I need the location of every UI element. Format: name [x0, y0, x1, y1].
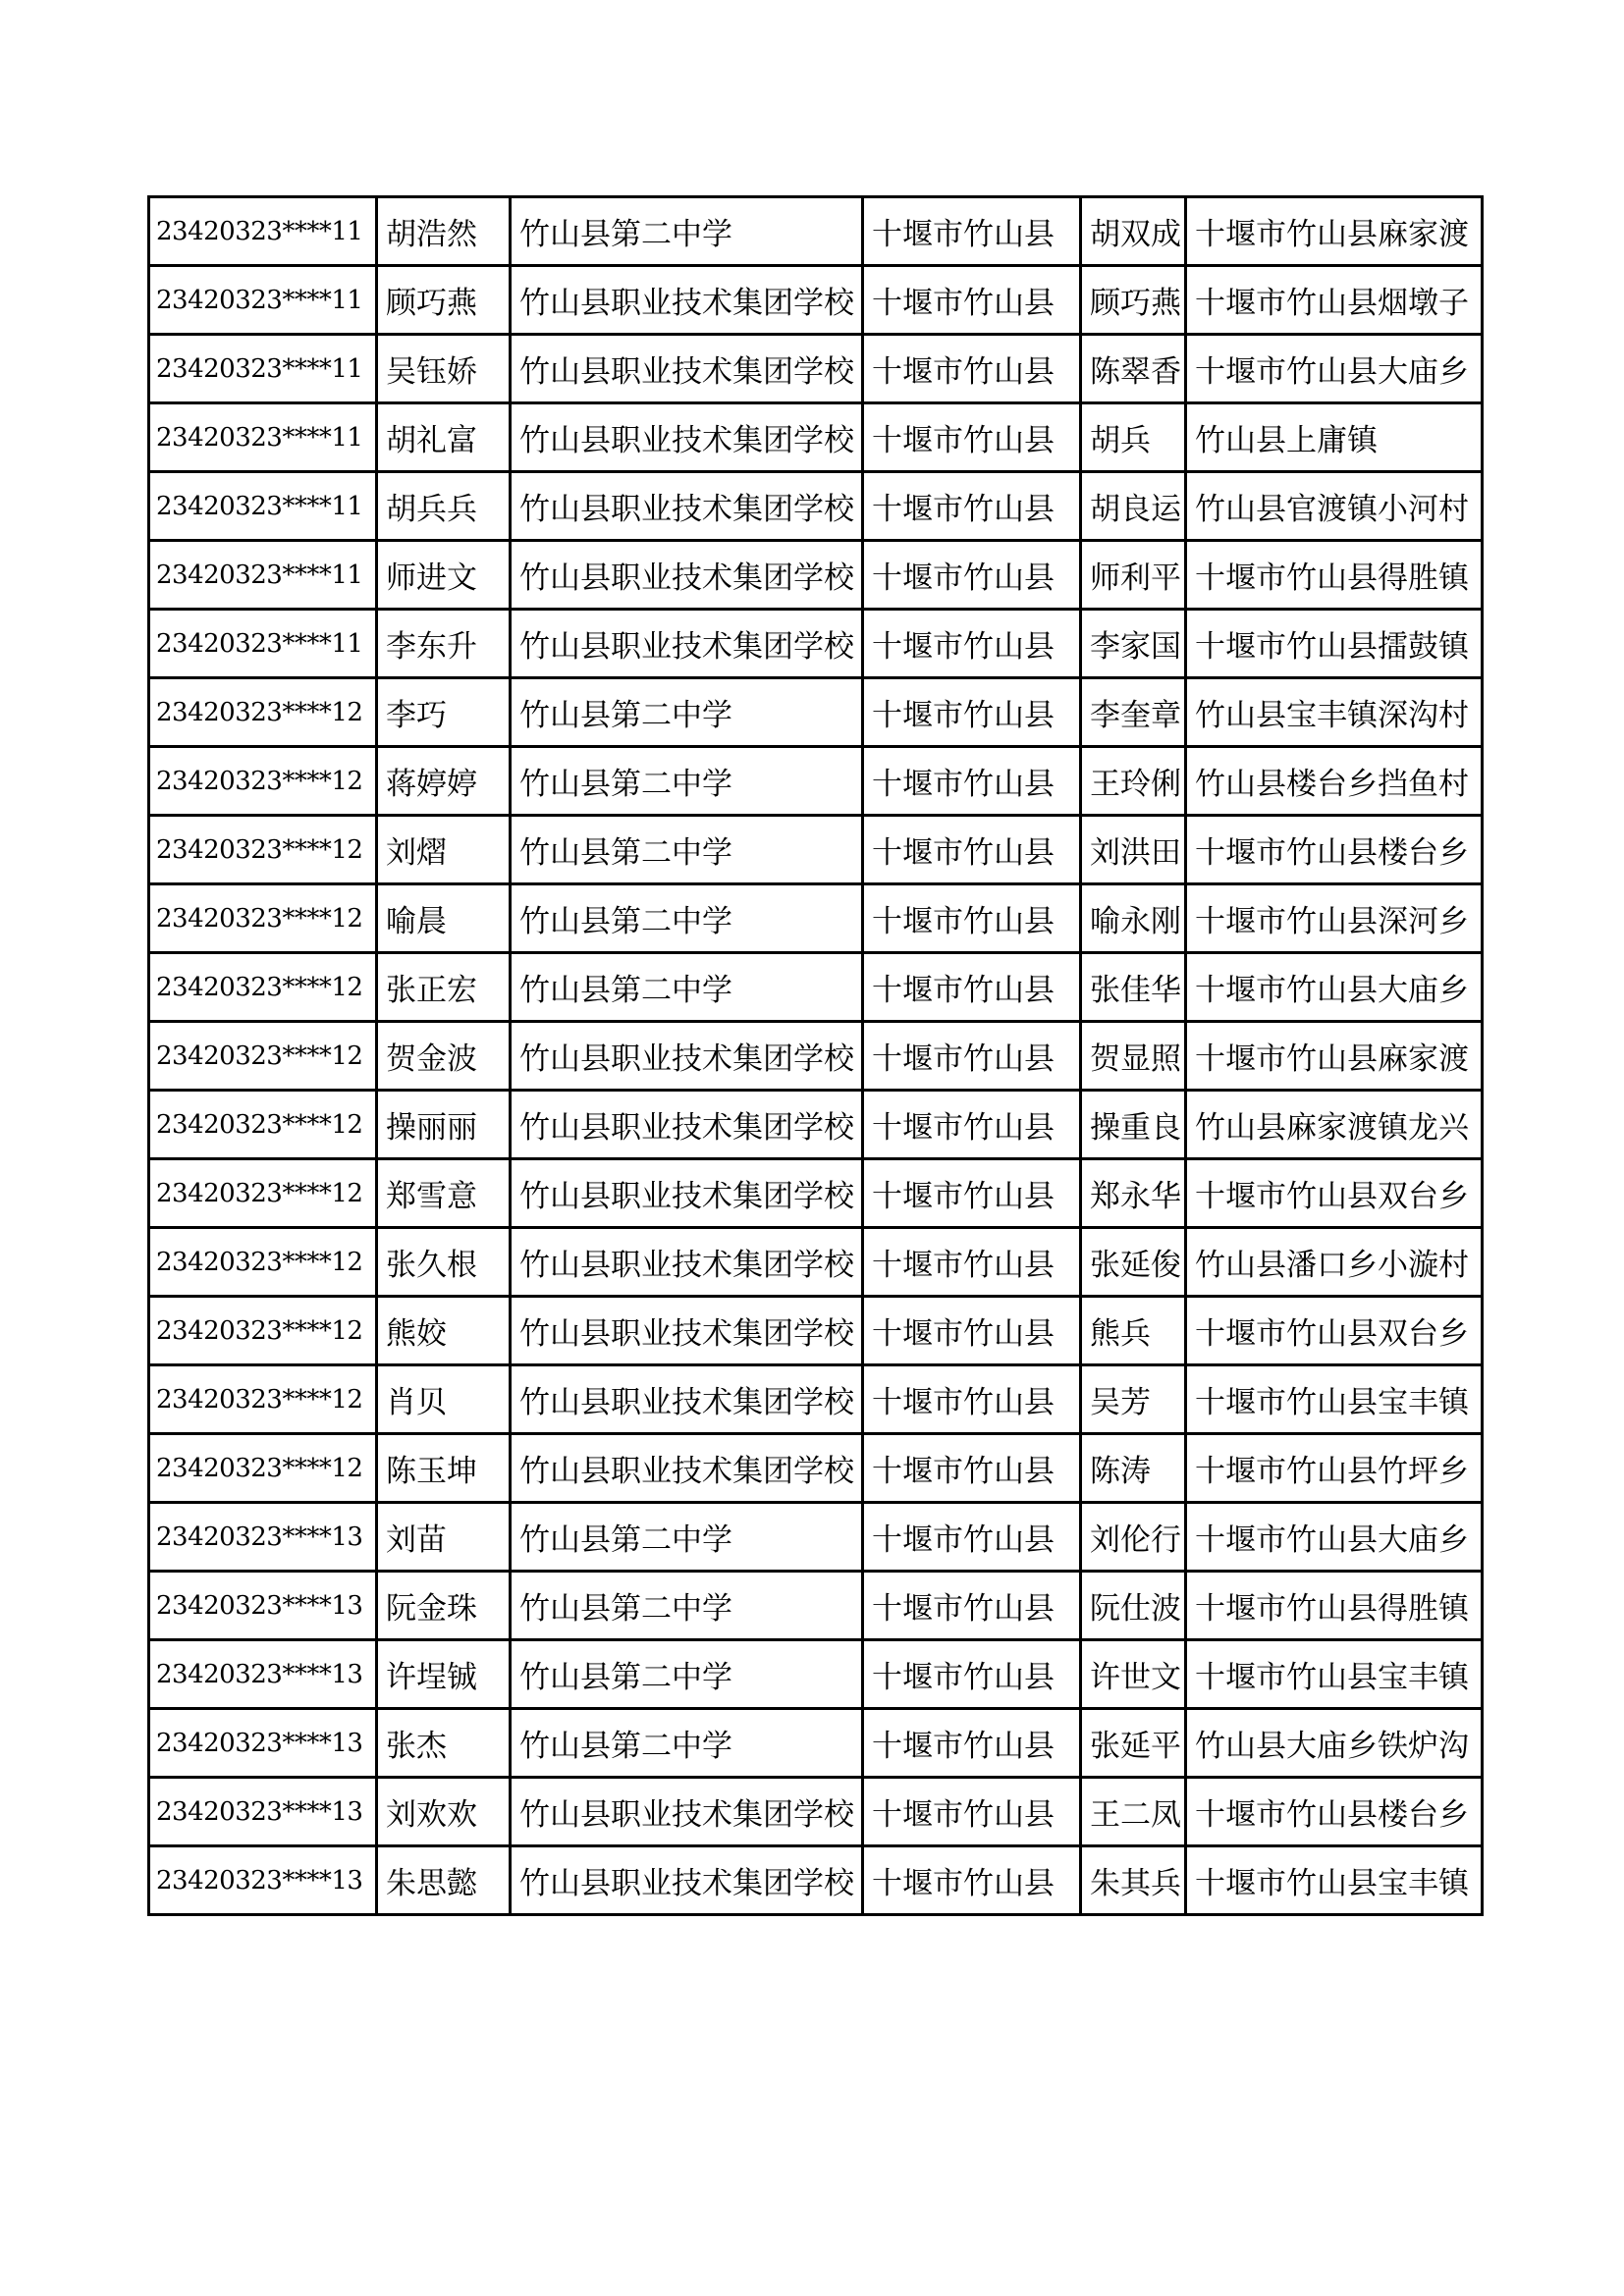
cell-school: 竹山县第二中学: [511, 747, 863, 816]
cell-region: 十堰市竹山县: [863, 1022, 1081, 1091]
cell-region: 十堰市竹山县: [863, 1640, 1081, 1709]
cell-guardian-name: 喻永刚: [1081, 884, 1186, 953]
table-row: [149, 1846, 1483, 1915]
cell-student-id: 23420323****12: [149, 884, 377, 953]
cell-student-id: 23420323****11: [149, 403, 377, 472]
cell-address: 十堰市竹山县楼台乡: [1186, 1778, 1483, 1846]
cell-region: 十堰市竹山县: [863, 403, 1081, 472]
cell-student-name: 贺金波: [377, 1022, 511, 1091]
table-row: [149, 1640, 1483, 1709]
cell-school: 竹山县职业技术集团学校: [511, 610, 863, 678]
cell-student-name: 张杰: [377, 1709, 511, 1778]
cell-student-name: 操丽丽: [377, 1091, 511, 1159]
cell-guardian-name: 刘伦行: [1081, 1503, 1186, 1572]
cell-guardian-name: 顾巧燕: [1081, 266, 1186, 335]
cell-guardian-name: 张佳华: [1081, 953, 1186, 1022]
table-row: [149, 610, 1483, 678]
cell-school: 竹山县职业技术集团学校: [511, 541, 863, 610]
cell-guardian-name: 吴芳: [1081, 1365, 1186, 1434]
cell-guardian-name: 贺显照: [1081, 1022, 1186, 1091]
cell-school: 竹山县职业技术集团学校: [511, 1434, 863, 1503]
cell-region: 十堰市竹山县: [863, 884, 1081, 953]
cell-student-name: 张正宏: [377, 953, 511, 1022]
cell-address: 十堰市竹山县麻家渡: [1186, 1022, 1483, 1091]
cell-student-name: 师进文: [377, 541, 511, 610]
cell-student-id: 23420323****12: [149, 1091, 377, 1159]
cell-address: 十堰市竹山县深河乡: [1186, 884, 1483, 953]
table-row: [149, 1709, 1483, 1778]
table-body: [149, 197, 1483, 1915]
table-row: [149, 1365, 1483, 1434]
cell-address: 十堰市竹山县得胜镇: [1186, 1572, 1483, 1640]
cell-student-name: 喻晨: [377, 884, 511, 953]
cell-region: 十堰市竹山县: [863, 1434, 1081, 1503]
cell-address: 十堰市竹山县双台乡: [1186, 1159, 1483, 1228]
cell-student-name: 刘苗: [377, 1503, 511, 1572]
cell-region: 十堰市竹山县: [863, 335, 1081, 403]
cell-school: 竹山县职业技术集团学校: [511, 1159, 863, 1228]
table-row: [149, 266, 1483, 335]
cell-region: 十堰市竹山县: [863, 1846, 1081, 1915]
cell-student-name: 郑雪意: [377, 1159, 511, 1228]
table-row: [149, 1022, 1483, 1091]
cell-school: 竹山县职业技术集团学校: [511, 335, 863, 403]
table-row: [149, 1503, 1483, 1572]
cell-student-name: 胡浩然: [377, 197, 511, 266]
cell-region: 十堰市竹山县: [863, 678, 1081, 747]
cell-address: 十堰市竹山县大庙乡: [1186, 953, 1483, 1022]
cell-region: 十堰市竹山县: [863, 1365, 1081, 1434]
cell-address: 竹山县潘口乡小漩村: [1186, 1228, 1483, 1297]
cell-student-name: 肖贝: [377, 1365, 511, 1434]
cell-student-name: 阮金珠: [377, 1572, 511, 1640]
student-table: [147, 195, 1484, 1916]
cell-address: 竹山县大庙乡铁炉沟: [1186, 1709, 1483, 1778]
cell-student-id: 23420323****12: [149, 747, 377, 816]
cell-school: 竹山县第二中学: [511, 197, 863, 266]
cell-guardian-name: 王二凤: [1081, 1778, 1186, 1846]
cell-student-name: 吴钰娇: [377, 335, 511, 403]
cell-guardian-name: 胡双成: [1081, 197, 1186, 266]
cell-school: 竹山县职业技术集团学校: [511, 1022, 863, 1091]
cell-guardian-name: 陈翠香: [1081, 335, 1186, 403]
cell-school: 竹山县职业技术集团学校: [511, 472, 863, 541]
table-row: [149, 816, 1483, 884]
cell-address: 十堰市竹山县楼台乡: [1186, 816, 1483, 884]
cell-student-id: 23420323****11: [149, 610, 377, 678]
cell-student-name: 熊姣: [377, 1297, 511, 1365]
table-row: [149, 197, 1483, 266]
table-row: [149, 747, 1483, 816]
cell-guardian-name: 张延俊: [1081, 1228, 1186, 1297]
cell-guardian-name: 张延平: [1081, 1709, 1186, 1778]
cell-student-id: 23420323****11: [149, 541, 377, 610]
cell-address: 十堰市竹山县竹坪乡: [1186, 1434, 1483, 1503]
cell-student-name: 刘欢欢: [377, 1778, 511, 1846]
table-row: [149, 472, 1483, 541]
cell-student-id: 23420323****12: [149, 816, 377, 884]
cell-student-name: 蒋婷婷: [377, 747, 511, 816]
cell-school: 竹山县职业技术集团学校: [511, 1091, 863, 1159]
cell-student-id: 23420323****11: [149, 472, 377, 541]
cell-student-id: 23420323****13: [149, 1572, 377, 1640]
cell-address: 十堰市竹山县双台乡: [1186, 1297, 1483, 1365]
cell-region: 十堰市竹山县: [863, 472, 1081, 541]
cell-region: 十堰市竹山县: [863, 197, 1081, 266]
cell-school: 竹山县职业技术集团学校: [511, 1846, 863, 1915]
cell-region: 十堰市竹山县: [863, 1572, 1081, 1640]
cell-guardian-name: 王玲俐: [1081, 747, 1186, 816]
cell-region: 十堰市竹山县: [863, 266, 1081, 335]
cell-region: 十堰市竹山县: [863, 1778, 1081, 1846]
cell-guardian-name: 许世文: [1081, 1640, 1186, 1709]
cell-address: 十堰市竹山县擂鼓镇: [1186, 610, 1483, 678]
cell-guardian-name: 刘洪田: [1081, 816, 1186, 884]
cell-student-id: 23420323****12: [149, 1159, 377, 1228]
cell-student-name: 李巧: [377, 678, 511, 747]
cell-region: 十堰市竹山县: [863, 1709, 1081, 1778]
cell-guardian-name: 操重良: [1081, 1091, 1186, 1159]
table-row: [149, 1091, 1483, 1159]
table-row: [149, 1778, 1483, 1846]
cell-address: 十堰市竹山县宝丰镇: [1186, 1846, 1483, 1915]
cell-student-name: 顾巧燕: [377, 266, 511, 335]
table-row: [149, 541, 1483, 610]
cell-region: 十堰市竹山县: [863, 541, 1081, 610]
cell-student-id: 23420323****11: [149, 266, 377, 335]
cell-student-id: 23420323****12: [149, 953, 377, 1022]
cell-address: 十堰市竹山县烟墩子: [1186, 266, 1483, 335]
cell-region: 十堰市竹山县: [863, 747, 1081, 816]
table-row: [149, 1434, 1483, 1503]
cell-student-id: 23420323****13: [149, 1846, 377, 1915]
cell-student-name: 李东升: [377, 610, 511, 678]
cell-student-id: 23420323****13: [149, 1503, 377, 1572]
cell-guardian-name: 师利平: [1081, 541, 1186, 610]
cell-guardian-name: 李家国: [1081, 610, 1186, 678]
cell-school: 竹山县职业技术集团学校: [511, 266, 863, 335]
cell-school: 竹山县职业技术集团学校: [511, 1778, 863, 1846]
cell-student-name: 胡兵兵: [377, 472, 511, 541]
cell-student-id: 23420323****12: [149, 1228, 377, 1297]
cell-student-id: 23420323****12: [149, 678, 377, 747]
cell-guardian-name: 李奎章: [1081, 678, 1186, 747]
cell-school: 竹山县职业技术集团学校: [511, 1228, 863, 1297]
cell-student-name: 刘熠: [377, 816, 511, 884]
cell-student-id: 23420323****13: [149, 1640, 377, 1709]
cell-school: 竹山县第二中学: [511, 1572, 863, 1640]
cell-address: 竹山县宝丰镇深沟村: [1186, 678, 1483, 747]
table-row: [149, 884, 1483, 953]
cell-guardian-name: 阮仕波: [1081, 1572, 1186, 1640]
cell-address: 竹山县官渡镇小河村: [1186, 472, 1483, 541]
cell-school: 竹山县第二中学: [511, 678, 863, 747]
cell-student-id: 23420323****12: [149, 1297, 377, 1365]
cell-address: 十堰市竹山县得胜镇: [1186, 541, 1483, 610]
cell-address: 十堰市竹山县宝丰镇: [1186, 1640, 1483, 1709]
cell-address: 竹山县楼台乡挡鱼村: [1186, 747, 1483, 816]
table-row: [149, 335, 1483, 403]
cell-guardian-name: 胡兵: [1081, 403, 1186, 472]
cell-guardian-name: 朱其兵: [1081, 1846, 1186, 1915]
cell-school: 竹山县第二中学: [511, 1709, 863, 1778]
cell-region: 十堰市竹山县: [863, 610, 1081, 678]
cell-school: 竹山县第二中学: [511, 1503, 863, 1572]
cell-guardian-name: 熊兵: [1081, 1297, 1186, 1365]
cell-school: 竹山县职业技术集团学校: [511, 403, 863, 472]
cell-student-id: 23420323****12: [149, 1365, 377, 1434]
table-row: [149, 1572, 1483, 1640]
cell-student-name: 许埕铖: [377, 1640, 511, 1709]
cell-student-id: 23420323****13: [149, 1778, 377, 1846]
cell-region: 十堰市竹山县: [863, 1159, 1081, 1228]
table-row: [149, 1297, 1483, 1365]
cell-school: 竹山县第二中学: [511, 816, 863, 884]
cell-region: 十堰市竹山县: [863, 1503, 1081, 1572]
cell-student-id: 23420323****11: [149, 335, 377, 403]
cell-student-id: 23420323****12: [149, 1434, 377, 1503]
cell-student-id: 23420323****13: [149, 1709, 377, 1778]
cell-address: 十堰市竹山县麻家渡: [1186, 197, 1483, 266]
table-row: [149, 953, 1483, 1022]
cell-address: 竹山县麻家渡镇龙兴: [1186, 1091, 1483, 1159]
cell-guardian-name: 郑永华: [1081, 1159, 1186, 1228]
cell-student-id: 23420323****12: [149, 1022, 377, 1091]
cell-school: 竹山县第二中学: [511, 884, 863, 953]
cell-region: 十堰市竹山县: [863, 953, 1081, 1022]
cell-address: 十堰市竹山县大庙乡: [1186, 335, 1483, 403]
cell-student-name: 朱思懿: [377, 1846, 511, 1915]
cell-school: 竹山县职业技术集团学校: [511, 1365, 863, 1434]
cell-student-name: 陈玉坤: [377, 1434, 511, 1503]
cell-address: 竹山县上庸镇: [1186, 403, 1483, 472]
cell-address: 十堰市竹山县大庙乡: [1186, 1503, 1483, 1572]
table-row: [149, 678, 1483, 747]
cell-region: 十堰市竹山县: [863, 1091, 1081, 1159]
cell-student-name: 胡礼富: [377, 403, 511, 472]
cell-address: 十堰市竹山县宝丰镇: [1186, 1365, 1483, 1434]
cell-region: 十堰市竹山县: [863, 1297, 1081, 1365]
cell-school: 竹山县第二中学: [511, 953, 863, 1022]
cell-student-id: 23420323****11: [149, 197, 377, 266]
cell-student-name: 张久根: [377, 1228, 511, 1297]
cell-school: 竹山县第二中学: [511, 1640, 863, 1709]
cell-guardian-name: 陈涛: [1081, 1434, 1186, 1503]
table-row: [149, 1159, 1483, 1228]
cell-school: 竹山县职业技术集团学校: [511, 1297, 863, 1365]
cell-region: 十堰市竹山县: [863, 1228, 1081, 1297]
cell-guardian-name: 胡良运: [1081, 472, 1186, 541]
table-row: [149, 1228, 1483, 1297]
cell-region: 十堰市竹山县: [863, 816, 1081, 884]
table-row: [149, 403, 1483, 472]
